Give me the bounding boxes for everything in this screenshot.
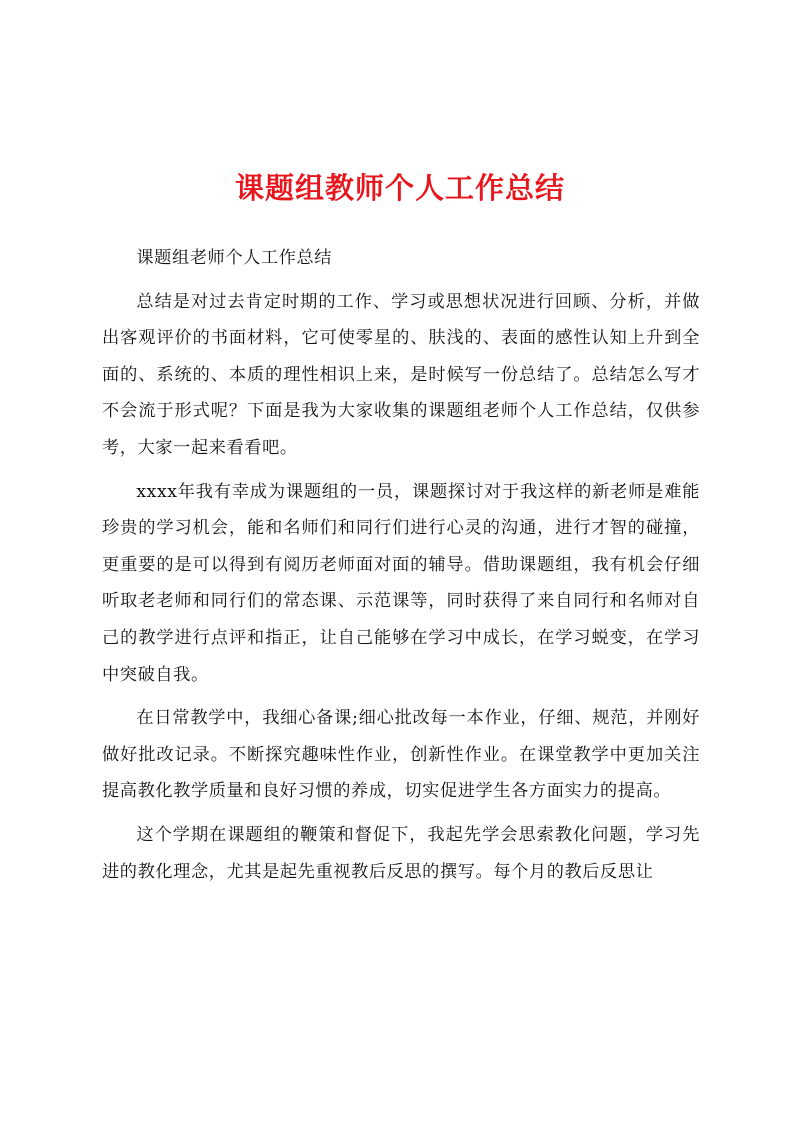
paragraph-research-group: xxxx年我有幸成为课题组的一员，课题探讨对于我这样的新老师是难能珍贵的学习机会，能和名师们和同行们进行心灵的沟通，进行才智的碰撞，更重要的是可以得到有阅历老师面对面的辅导。借助课题组，我有机会仔细听取老老师和同行们的常态课、示范课等，同时获得了来自同行和名师对自己的教学进行点评和指正，让自己能够在学习中成长，在学习蜕变，在学习中突破自我。 xyxy=(102,481,700,685)
paragraph-semester-reflection: 这个学期在课题组的鞭策和督促下，我起先学会思索教化问题，学习先进的教化理念，尤其是起先重视教后反思的撰写。每个月的教后反思让 xyxy=(102,824,700,882)
paragraph-intro: 总结是对过去肯定时期的工作、学习或思想状况进行回顾、分析，并做出客观评价的书面材料，它可使零星的、肤浅的、表面的感性认知上升到全面的、系统的、本质的理性相识上来，是时候写一份总结了。总结怎么写才不会流于形式呢？下面是我为大家收集的课题组老师个人工作总结，仅供参考，大家一起来看看吧。 xyxy=(102,291,700,458)
document-body xyxy=(102,240,700,890)
paragraph-subtitle: 课题组老师个人工作总结 xyxy=(136,248,333,268)
document-title: 课题组教师个人工作总结 xyxy=(234,171,565,205)
paragraph-daily-teaching: 在日常教学中，我细心备课;细心批改每一本作业，仔细、规范，并刚好做好批改记录。不断探究趣味性作业，创新性作业。在课堂教学中更加关注提高教化教学质量和良好习惯的养成，切实促进学生各方面实力的提高。 xyxy=(102,708,700,802)
